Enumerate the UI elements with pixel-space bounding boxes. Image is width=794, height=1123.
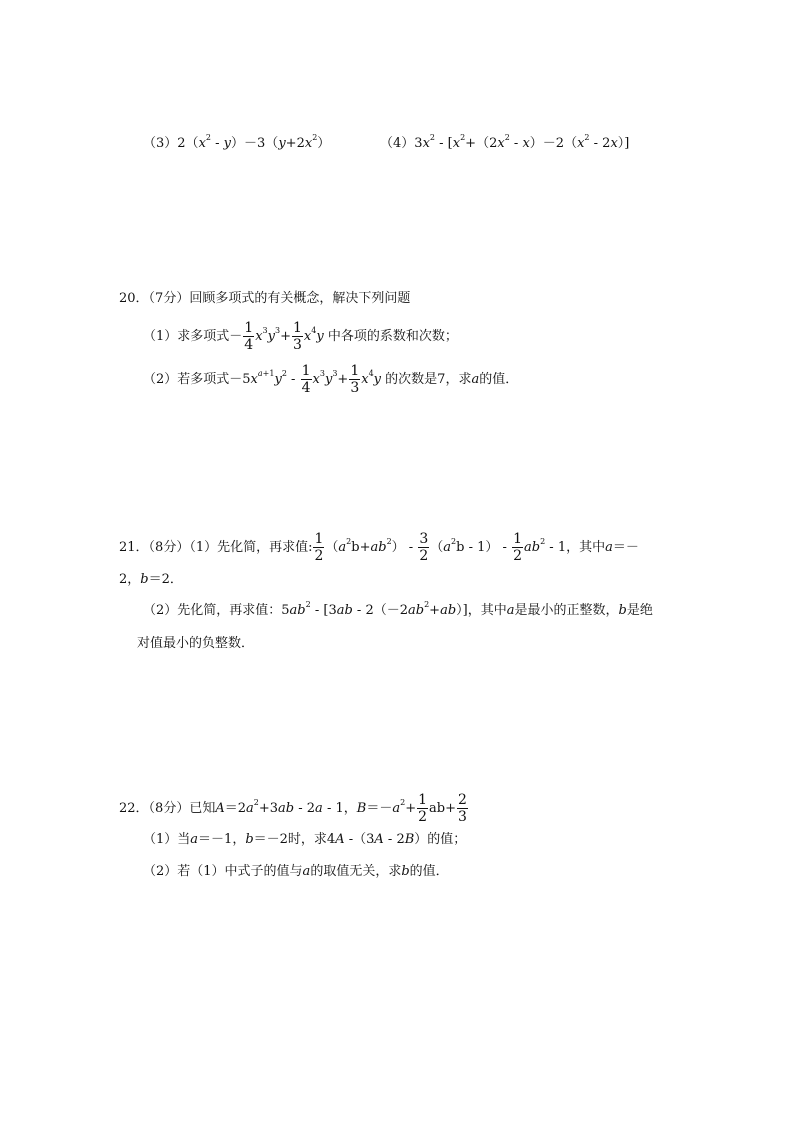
fraction: $\frac{1}{2}$	[314, 531, 324, 564]
q20-part1: （1）求多项式－ $\frac{1}{4}$ $x^3y^3+$ $\frac{1}{3}$ $x^4y$ 中各项的系数和次数；	[143, 320, 458, 353]
q20-part2: （2）若多项式$-5x^{a+1}y^2$ - $\frac{1}{4}$ $x^3y^3+$ $\frac{1}{3}$ $x^4y$ 的次数是7，求a的值．	[143, 363, 519, 396]
q19-part3: $(3)2(x^2 - y)-3(y+2x^2)$	[143, 133, 331, 151]
fraction: $\frac{3}{2}$	[419, 531, 429, 564]
fraction: $\frac{1}{2}$	[513, 531, 522, 564]
q22-part2: （2）若（1）中式子的值与a的取值无关，求b的值．	[143, 864, 449, 879]
q21-part1-line2: 2，b＝2．	[119, 572, 183, 587]
q22-heading: 22．（8分）已知$A=2a^2+3ab - 2a - 1$，$B=-a^2+$ $\frac{1}{2}$ ab+ $\frac{2}{3}$	[119, 792, 467, 825]
q21-part2-line2: 对值最小的负整数．	[137, 636, 255, 651]
q19-part4: $(4)3x^2 - [x^2+(2x^2 - x)-2(x^2 - 2x)]$	[380, 133, 630, 151]
fraction: $\frac{1}{3}$	[293, 320, 302, 353]
q20-heading: 20．（7分）回顾多项式的有关概念，解决下列问题	[119, 291, 411, 306]
fraction: $\frac{1}{3}$	[350, 363, 360, 396]
fraction: $\frac{1}{2}$	[418, 792, 428, 825]
fraction: $\frac{1}{4}$	[301, 363, 311, 396]
q21-part2-line1: （2）先化简，再求值：$5ab^2 - [3ab - 2(-2ab^2+ab)]$，其中a是最小的正整数，b是绝	[143, 600, 653, 618]
q21-part1-line1: 21．（8分）（1）先化简，再求值: $\frac{1}{2}$ $(a^2b+ab^2)$ - $\frac{3}{2}$ $(a^2b - 1)$ - $\frac{1}{2}$ $ab^2 - 1$，其中a＝－	[119, 531, 639, 564]
fraction: $\frac{2}{3}$	[457, 792, 467, 825]
fraction: $\frac{1}{4}$	[244, 320, 254, 353]
q22-part1: （1）当a＝－1，b＝－2时，求4A -（3A - 2B）的值；	[143, 832, 467, 847]
